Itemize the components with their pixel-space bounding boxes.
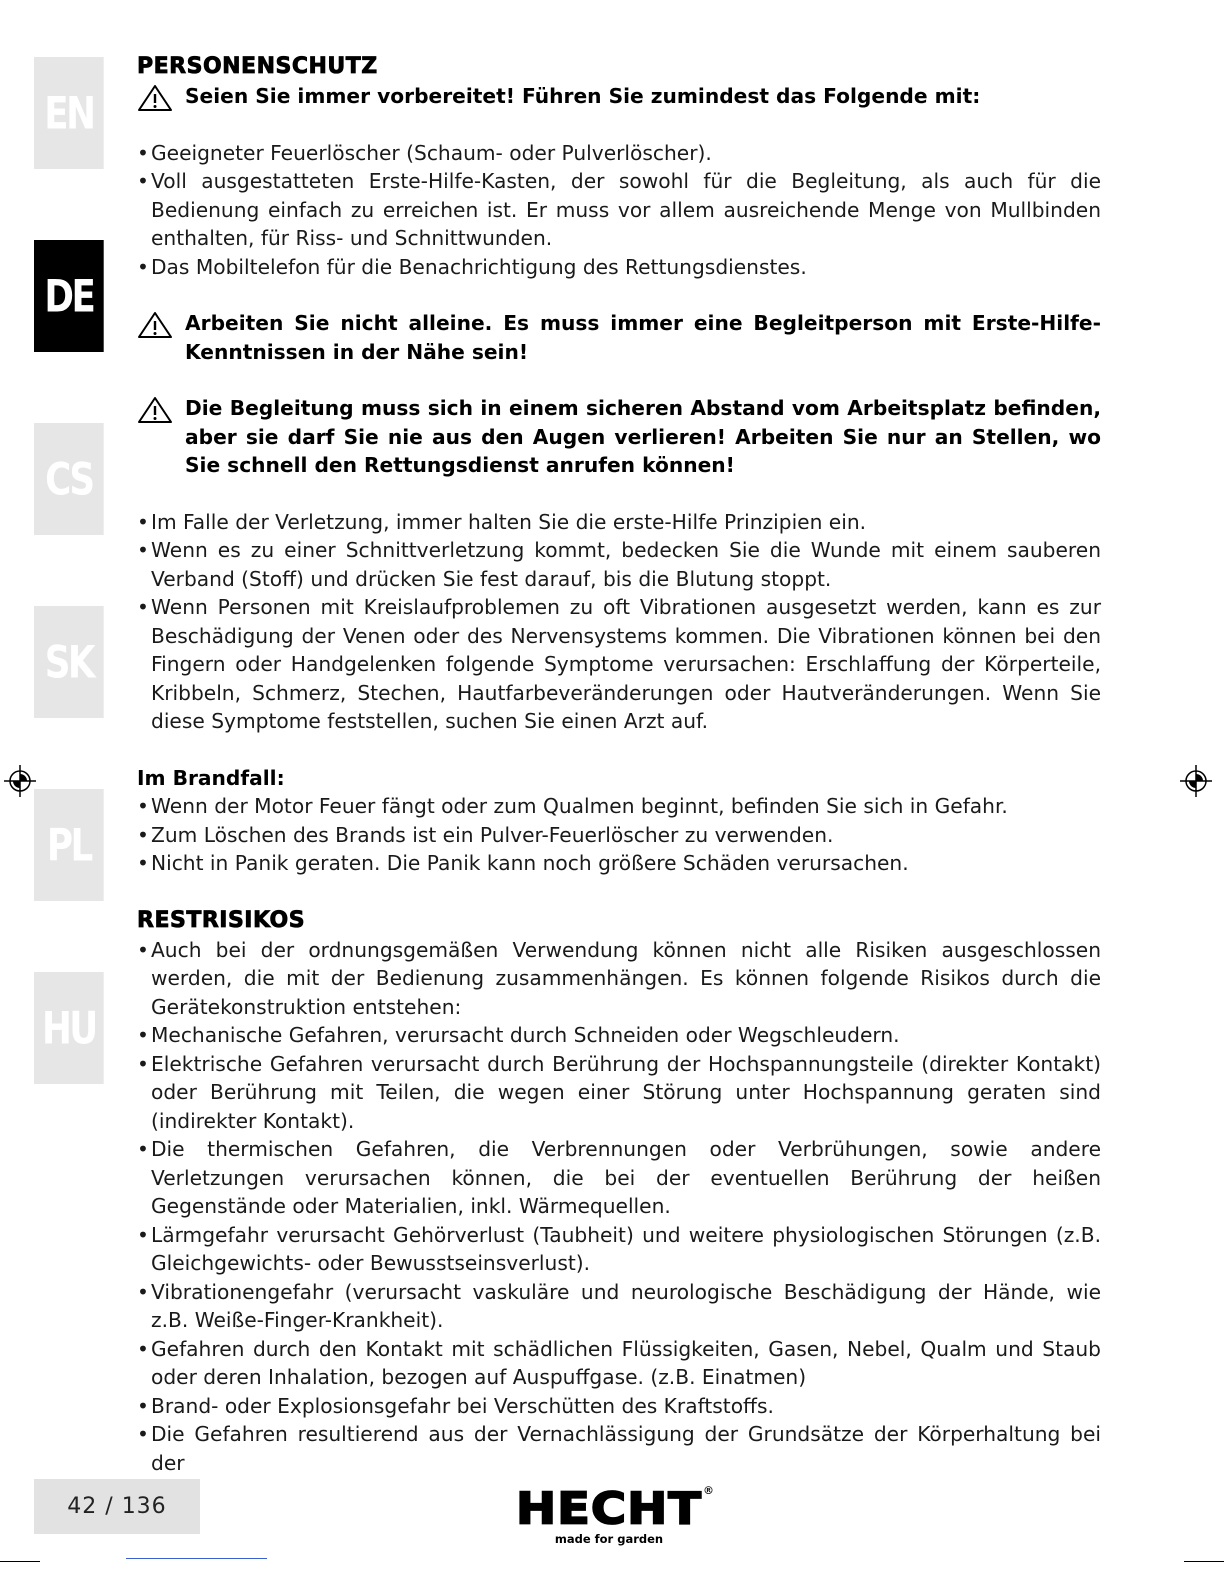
list-item: • Im Falle der Verletzung, immer halten Sie die erste-Hilfe Prinzipien ein. <box>137 508 1101 537</box>
tab-de[interactable]: DE <box>34 240 104 352</box>
warning-triangle-icon <box>137 394 185 422</box>
list-item: • Brand- oder Explosionsgefahr bei Verschütten des Kraftstoffs. <box>137 1392 1101 1421</box>
list-item: • Nicht in Panik geraten. Die Panik kann noch größere Schäden verursachen. <box>137 849 1101 878</box>
list-item: • Voll ausgestatteten Erste-Hilfe-Kasten, der sowohl für die Begleitung, als auch für die Bedienung einfach zu erreichen ist. Er muss vor allem ausreichende Menge von Mullbinden enthalten, für Riss- und Schnittwunden. <box>137 167 1101 253</box>
crop-line <box>1184 1561 1224 1562</box>
warning-triangle-icon <box>137 309 185 337</box>
equipment-list <box>137 139 1101 282</box>
hecht-logo <box>498 1484 720 1554</box>
tab-pl[interactable]: PL <box>34 789 104 901</box>
registration-mark-icon <box>4 765 36 797</box>
page-content <box>137 52 1101 1477</box>
tab-hu[interactable]: HU <box>34 972 104 1084</box>
page-number: 42 / 136 <box>34 1479 200 1534</box>
list-item: • Lärmgefahr verursacht Gehörverlust (Taubheit) und weitere physiologischen Störungen (z.B. Gleichgewichts- oder Bewusstseinsverlust). <box>137 1221 1101 1278</box>
list-item: • Elektrische Gefahren verursacht durch Berührung der Hochspannungsteile (direkter Kontakt) oder Berührung mit Teilen, die wegen einer Störung unter Hochspannung geraten sind (indirekter Kontakt). <box>137 1050 1101 1136</box>
warning-triangle-icon <box>137 82 185 110</box>
logo-wordmark: HECHT <box>515 1483 703 1535</box>
logo-tagline: made for garden <box>554 1532 664 1546</box>
subheading-brandfall: Im Brandfall: <box>137 765 285 790</box>
list-item: • Auch bei der ordnungsgemäßen Verwendung können nicht alle Risiken ausgeschlossen werden, die mit der Bedienung zusammenhängen. Es können folgende Risikos durch die Gerätekonstruktion entstehen: <box>137 936 1101 1022</box>
fire-list <box>137 792 1101 878</box>
registered-mark: ® <box>703 1484 714 1497</box>
tab-en[interactable]: EN <box>34 57 104 169</box>
list-item: • Das Mobiltelefon für die Benachrichtigung des Rettungsdienstes. <box>137 253 1101 282</box>
section-heading-restrisikos: RESTRISIKOS <box>137 907 306 933</box>
warning-companion-distance: Die Begleitung muss sich in einem sicheren Abstand vom Arbeitsplatz befinden, aber sie darf Sie nie aus den Augen verlieren! Arbeiten Sie nur an Stellen, wo Sie schnell den Rettungsdienst anrufen können! <box>137 394 1101 480</box>
list-item: • Wenn der Motor Feuer fängt oder zum Qualmen beginnt, befinden Sie sich in Gefahr. <box>137 792 1101 821</box>
residual-risk-list <box>137 936 1101 1478</box>
tab-cs[interactable]: CS <box>34 423 104 535</box>
list-item: • Die Gefahren resultierend aus der Vernachlässigung der Grundsätze der Körperhaltung bei der <box>137 1420 1101 1477</box>
list-item: • Gefahren durch den Kontakt mit schädlichen Flüssigkeiten, Gasen, Nebel, Qualm und Staub oder deren Inhalation, bezogen auf Auspuffgase. (z.B. Einatmen) <box>137 1335 1101 1392</box>
list-item: • Die thermischen Gefahren, die Verbrennungen oder Verbrühungen, sowie andere Verletzungen verursachen können, die bei der eventuellen Berührung der heißen Gegenstände oder Materialien, inkl. Wärmequellen. <box>137 1135 1101 1221</box>
warning-prepared: Seien Sie immer vorbereitet! Führen Sie zumindest das Folgende mit: <box>137 82 1101 111</box>
crop-line <box>0 1561 40 1562</box>
section-heading-personenschutz: PERSONENSCHUTZ <box>137 54 378 79</box>
list-item: • Wenn es zu einer Schnittverletzung kommt, bedecken Sie die Wunde mit einem sauberen Verband (Stoff) und drücken Sie fest darauf, bis die Blutung stoppt. <box>137 536 1101 593</box>
list-item: • Vibrationengefahr (verursacht vaskuläre und neurologische Beschädigung der Hände, wie z.B. Weiße-Finger-Krankheit). <box>137 1278 1101 1335</box>
list-item: • Geeigneter Feuerlöscher (Schaum- oder Pulverlöscher). <box>137 139 1101 168</box>
list-item: • Wenn Personen mit Kreislaufproblemen zu oft Vibrationen ausgesetzt werden, kann es zur Beschädigung der Venen oder des Nervensystems kommen. Die Vibrationen können bei den Fingern oder Handgelenken folgende Symptome verursachen: Erschlaffung der Körperteile, Kribbeln, Schmerz, Stechen, Hautfarbeveränderungen oder Hautveränderungen. Wenn Sie diese Symptome feststellen, suchen Sie einen Arzt auf. <box>137 593 1101 736</box>
injury-list <box>137 508 1101 736</box>
warning-not-alone: Arbeiten Sie nicht alleine. Es muss immer eine Begleitperson mit Erste-Hilfe-Kenntnissen in der Nähe sein! <box>137 309 1101 366</box>
tab-sk[interactable]: SK <box>34 606 104 718</box>
registration-mark-icon <box>1180 765 1212 797</box>
list-item: • Mechanische Gefahren, verursacht durch Schneiden oder Wegschleudern. <box>137 1021 1101 1050</box>
list-item: • Zum Löschen des Brands ist ein Pulver-Feuerlöscher zu verwenden. <box>137 821 1101 850</box>
bottom-rule <box>126 1558 267 1559</box>
